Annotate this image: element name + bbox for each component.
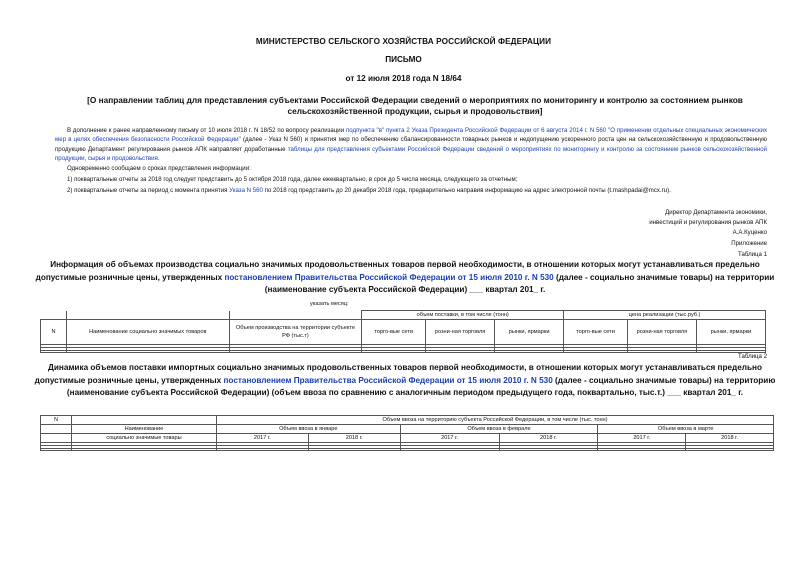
table1-col-volume: Объем производства на территории субъекте РФ (тыс.т) [229, 320, 362, 345]
table1-sub-col: розни-ная торговля [627, 320, 696, 345]
table1-col-n: N [41, 320, 67, 345]
title-text: Динамика объемов поставки импортных социально значимых продовольственных товаров первой необходимости, в отношении которых могут устанавливаться предельно допустимые розничные цены, утвержденных [34, 363, 762, 385]
body-text: . [157, 155, 160, 163]
appendix-label: Приложение [731, 240, 767, 247]
table1-group-supplies: объем поставки, в том числе (тонн) [362, 311, 564, 320]
table2-label: Таблица 2 [738, 353, 767, 360]
table1-sub-col: рынки, ярмарки [495, 320, 564, 345]
document-date-number: от 12 июля 2018 года N 18/64 [345, 74, 462, 83]
table2-year: 2018 г. [686, 434, 774, 443]
table1-sub-col: розни-ная торговля [426, 320, 495, 345]
resolution-530-link[interactable]: постановлением Правительства Российской Федерации от 15 июля 2010 г. N 530 [223, 375, 553, 385]
body-paragraph-3: 1) поквартальные отчеты за 2018 год следует представить до 5 октября 2018 года, далее ежеквартально, в срок до 5 числа месяца, следующего за отчетным; [67, 176, 518, 183]
spacer [229, 311, 362, 320]
table1-title [30, 259, 780, 297]
tables-link[interactable]: таблицы для представления субъектами Российской Федерации сведений о мероприятиях по мониторингу и контролю за состоянием рынков сельскохозяйственной продукции, сырья и продовольствия [55, 145, 767, 163]
decree-560-link[interactable]: Указа N 560 [229, 187, 263, 194]
month-label: указать месяц: [310, 301, 349, 307]
ministry-heading: МИНИСТЕРСТВО СЕЛЬСКОГО ХОЗЯЙСТВА РОССИЙСКОЙ ФЕДЕРАЦИИ [255, 37, 552, 46]
table1-col-name: Наименование социально значимых товаров [67, 320, 230, 345]
title-text: (далее - социально значимые товары) на территорию (наименование субъекта Российской Федерации) (объем ввоза по сравнению с аналогичным периодом предыдущего года, поквартально, тыс.т.) ___ квартал 201_ г. [66, 375, 776, 397]
body-text: В дополнение к ранее направленному письму от 10 июля 2018 г. N 18/52 по вопросу реализации [67, 127, 346, 134]
document-subject: [О направлении таблиц для представления субъектами Российской Федерации сведений о мероприятиях по мониторингу и контролю за состоянием рынков сельскохозяйственной продукции, сырья и продовольствия] [87, 95, 743, 116]
title-text: (далее - социально значимые товары) на территории (наименование субъекта Российской Федерации) ___ квартал 201_ г. [264, 272, 775, 294]
table2-col-name-2: социально значимые товары [72, 434, 217, 443]
table1-sub-col: торго-вые сети [564, 320, 628, 345]
table2 [40, 415, 774, 451]
table2-feb: Объем ввоза в феврале [400, 425, 598, 434]
spacer [72, 416, 217, 425]
table1-label: Таблица 1 [738, 251, 767, 258]
body-text: (далее - Указ N 560) и принятия мер по обеспечению сбалансированности товарных рынков и недопущению ускоренного роста цен на сельскохозяйственную и продовольственную продукцию Департамент регулирования рынков АПК направляет доработанные [55, 136, 767, 153]
signature-title-1: Директор Департамента экономики, [665, 209, 767, 216]
table2-year: 2017 г. [598, 434, 686, 443]
table1-sub-col: рынки, ярмарки [696, 320, 765, 345]
table1-sub-col: торго-вые сети [362, 320, 426, 345]
spacer [41, 425, 72, 434]
table2-mar: Объем ввоза в марте [598, 425, 774, 434]
table1 [40, 310, 766, 353]
signature-title-2: инвестиций и регулирования рынков АПК [649, 219, 767, 226]
table2-col-n: N [41, 416, 72, 425]
decree-link[interactable]: подпункта "в" пункта 2 Указа Президента Российской Федерации от 6 августа 2014 г. N 560 "О применении отдельных специальных экономических мер в целях обеспечения безопасности Российской Федерации" [55, 127, 767, 144]
body-text: по 2018 год представить до 20 декабря 2018 года, предварительно направив информацию на адрес электронной почты (t.mashpadai@mcx.ru). [262, 187, 671, 194]
table2-year: 2018 г. [308, 434, 400, 443]
spacer [67, 311, 230, 320]
document-type: ПИСЬМО [385, 55, 422, 64]
spacer [41, 434, 72, 443]
title-text: Информация об объемах производства социально значимых продовольственных товаров первой необходимости, в отношении которых могут устанавливаться предельно допустимые розничные цены, утвержденных [35, 260, 760, 282]
body-paragraph-1 [55, 126, 767, 164]
table2-year: 2018 г. [499, 434, 598, 443]
body-paragraph-2: Одновременно сообщаем о сроках представления информации: [67, 165, 251, 172]
table2-title [30, 362, 780, 400]
spacer [41, 311, 67, 320]
resolution-530-link[interactable]: постановлением Правительства Российской Федерации от 15 июля 2010 г. N 530 [224, 272, 554, 282]
signature-name: А.А.Куценко [732, 229, 767, 236]
table2-year: 2017 г. [400, 434, 499, 443]
body-paragraph-4 [55, 186, 767, 195]
body-text: 2) поквартальные отчеты за период с момента принятия [67, 187, 230, 194]
table2-year: 2017 г. [217, 434, 309, 443]
table2-jan: Объем ввоза в январе [217, 425, 401, 434]
table2-col-name: Наименование [72, 425, 217, 434]
table1-group-sales: цена реализации (тыс.руб.) [564, 311, 766, 320]
table2-group: Объем ввоза на территорию субъекта Российской Федерации, в том числе (тыс. тонн) [217, 416, 774, 425]
